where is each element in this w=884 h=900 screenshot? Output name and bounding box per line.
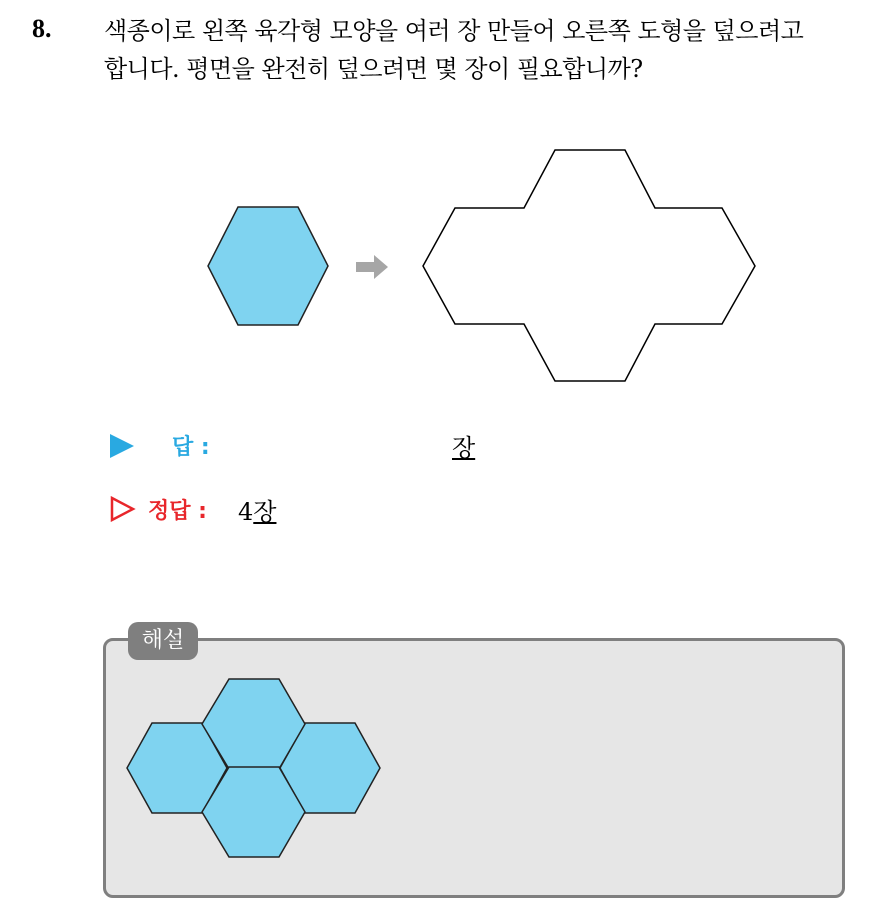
- correct-answer-number: 4: [238, 498, 254, 526]
- question-line-2: 합니다. 평면을 완전히 덮으려면 몇 장이 필요합니까?: [104, 55, 643, 83]
- answer-unit: 장: [452, 434, 476, 462]
- correct-answer-unit: 장: [253, 498, 277, 526]
- question-number: 8.: [32, 14, 52, 43]
- question-line-1: 색종이로 왼쪽 육각형 모양을 여러 장 만들어 오른쪽 도형을 덮으려고: [104, 17, 804, 45]
- correct-answer-label: 정답 :: [148, 499, 207, 524]
- solution-tab: 해설: [128, 622, 198, 660]
- answer-label: 답 :: [172, 435, 210, 460]
